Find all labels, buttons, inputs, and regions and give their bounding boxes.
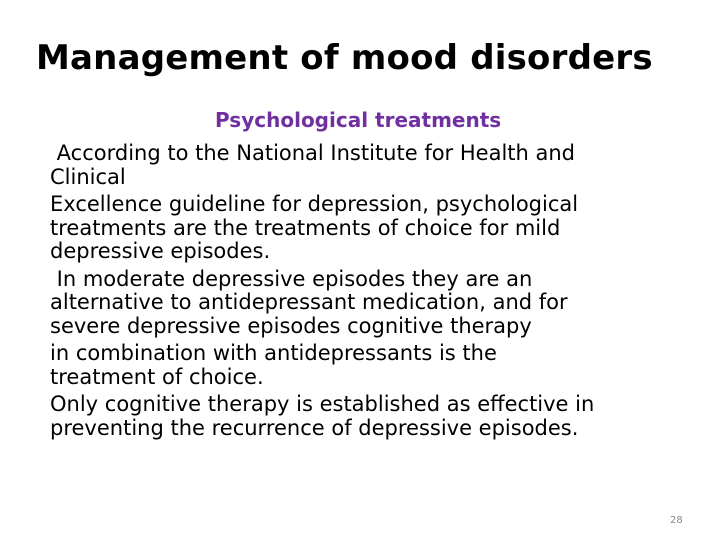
body-line: preventing the recurrence of depressive episodes.: [50, 415, 579, 440]
body-line: According to the National Institute for Health and: [50, 141, 576, 165]
body-line: Clinical: [50, 164, 126, 189]
body-line: alternative to antidepressant medication, and for: [50, 290, 568, 314]
body-line: Only cognitive therapy is established as effective in: [50, 392, 595, 416]
body-line: treatment of choice.: [50, 364, 264, 389]
body-line: in combination with antidepressants is the: [50, 341, 497, 365]
slide-number: 28: [670, 515, 683, 526]
body-line: severe depressive episodes cognitive therapy: [50, 313, 532, 338]
body-line: Excellence guideline for depression, psychological: [50, 192, 579, 216]
slide-title: Management of mood disorders: [36, 38, 653, 78]
body-line: depressive episodes.: [50, 239, 271, 263]
body-line: treatments are the treatments of choice for mild: [50, 215, 561, 240]
slide-subtitle: Psychological treatments: [215, 108, 502, 132]
body-line: In moderate depressive episodes they are an: [50, 266, 533, 291]
slide-body: [50, 142, 720, 440]
